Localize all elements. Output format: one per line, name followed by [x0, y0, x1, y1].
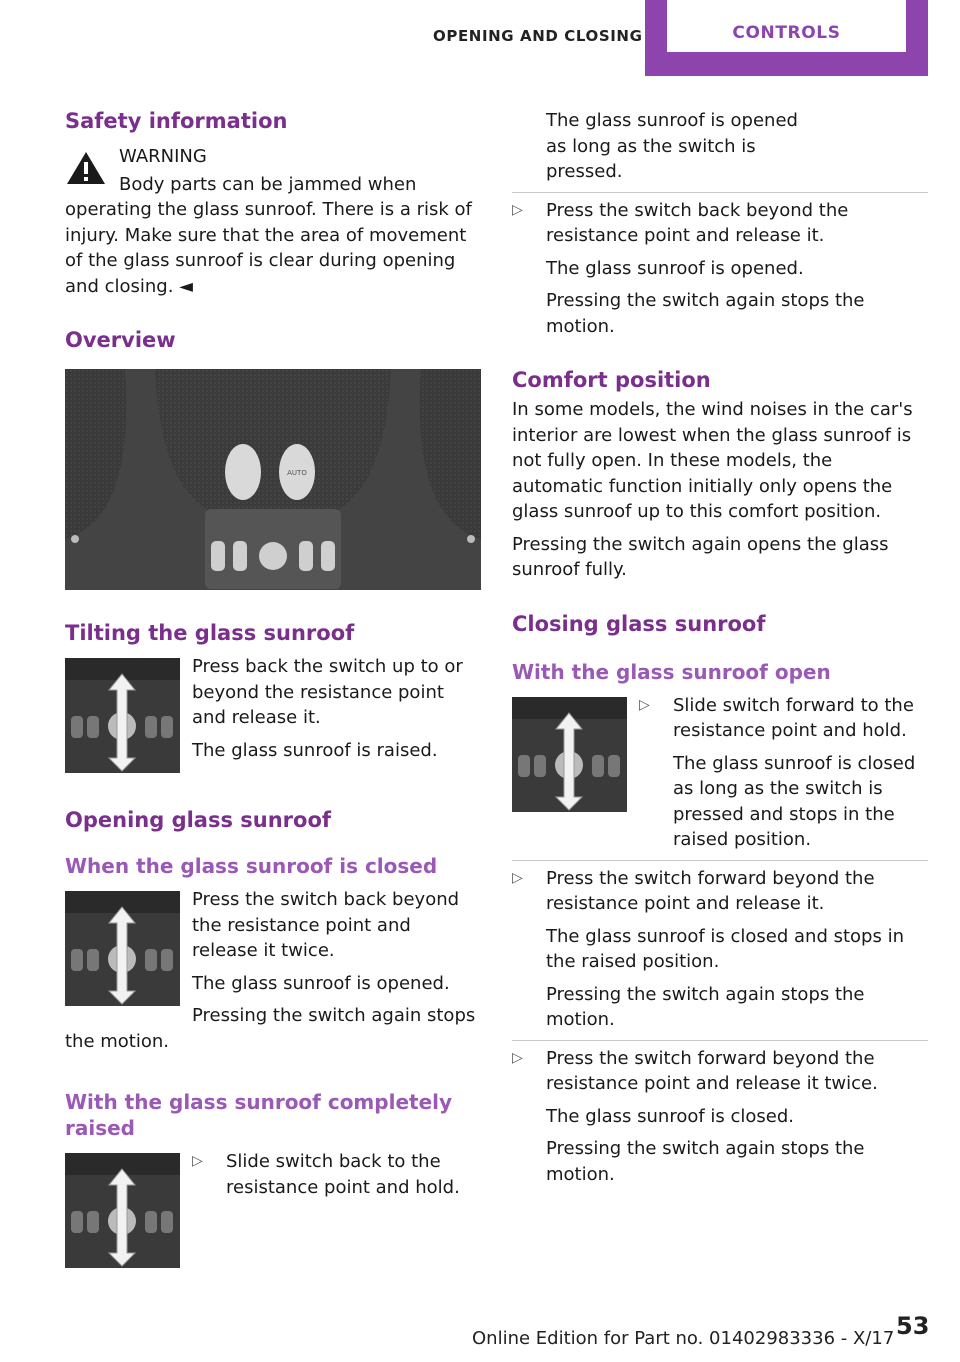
bullet-arrow-icon: ▷ — [512, 869, 523, 886]
open-subheading: With the glass sunroof open — [512, 659, 831, 684]
closed-p3: Pressing the switch again stops the motion. — [65, 1005, 476, 1052]
overview-photo — [65, 369, 481, 590]
end-mark: ◄ — [179, 275, 194, 297]
list-item — [192, 1149, 481, 1200]
switch-illustration-open — [65, 891, 180, 1006]
list-item — [512, 1046, 928, 1097]
b3-text: Press the switch forward beyond the resistance point and release it twice. — [546, 1047, 878, 1094]
tilt-p1: Press back the switch up to or beyond the resistance point and release it. — [192, 656, 463, 728]
comfort-p1: In some models, the wind noises in the car's interior are lowest when the glass sunroof is not fully open. In these models, the automatic function initially only opens the glass sunroof up to this comfort position. — [512, 399, 913, 522]
overview-button-label: AUTO — [287, 469, 307, 477]
bullet2-text: Press the switch back beyond the resistance point and release it. — [546, 199, 849, 246]
b2-p2: Pressing the switch again stops the motion. — [546, 983, 865, 1030]
switch-illustration-raised — [65, 1153, 180, 1268]
closing-section — [512, 693, 928, 860]
raised-section — [65, 1149, 481, 1200]
warning-body: Body parts can be jammed when operating the glass sunroof. There is a risk of injury. Make sure that the area of movement of the glass sunroof is clear during opening and closing. — [65, 173, 472, 297]
comfort-heading: Comfort position — [512, 368, 711, 392]
b3-p1: The glass sunroof is closed. — [546, 1105, 795, 1127]
b2-text: Press the switch forward beyond the resistance point and release it. — [546, 867, 875, 914]
left-column — [65, 108, 481, 1274]
bullet-arrow-icon: ▷ — [639, 696, 650, 713]
warning-icon — [65, 150, 107, 186]
closed-subheading: When the glass sunroof is closed — [65, 854, 438, 878]
overview-heading: Overview — [65, 328, 176, 352]
opening-heading: Opening glass sunroof — [65, 808, 332, 832]
divider — [512, 860, 928, 861]
tilt-section — [65, 654, 481, 779]
closed-p1: Press the switch back beyond the resistance point and release it twice. — [192, 889, 460, 961]
closed-p2: The glass sunroof is opened. — [192, 972, 450, 994]
closed-section — [65, 887, 481, 1061]
switch-illustration-tilt — [65, 658, 180, 773]
raised-bullet-text: Slide switch back to the resistance point and hold. — [226, 1151, 460, 1198]
header-tab — [645, 0, 928, 76]
comfort-p2: Pressing the switch again opens the glass sunroof fully. — [512, 533, 889, 580]
bullet-arrow-icon: ▷ — [512, 201, 523, 218]
warning-text — [65, 172, 481, 300]
page-number: 53 — [896, 1312, 930, 1340]
header-tab-label: CONTROLS — [667, 0, 906, 52]
raised-subheading: With the glass sunroof completely raised — [65, 1090, 453, 1140]
b2-p1: The glass sunroof is closed and stops in the raised position. — [546, 925, 904, 972]
tilt-heading: Tilting the glass sunroof — [65, 621, 355, 645]
bullet-arrow-icon: ▷ — [512, 1049, 523, 1066]
b1-text: Slide switch forward to the resistance point and hold. — [673, 694, 914, 741]
switch-illustration-close — [512, 697, 627, 812]
bullet2-p2: Pressing the switch again stops the motion. — [546, 290, 865, 337]
list-item — [639, 693, 928, 744]
tilt-p2: The glass sunroof is raised. — [192, 739, 438, 761]
cont-p1: The glass sunroof is opened as long as the switch is pressed. — [546, 110, 798, 182]
b3-p2: Pressing the switch again stops the motion. — [546, 1138, 865, 1185]
divider — [512, 192, 928, 193]
list-item — [512, 198, 928, 249]
warning-label: WARNING — [119, 146, 207, 167]
right-column — [512, 108, 928, 1194]
safety-heading: Safety information — [65, 109, 288, 133]
bullet-arrow-icon: ▷ — [192, 1153, 203, 1169]
header-section-title: OPENING AND CLOSING — [433, 27, 643, 45]
list-item — [512, 866, 928, 917]
b1-p: The glass sunroof is closed as long as the switch is pressed and stops in the raised position. — [673, 752, 916, 850]
closing-heading: Closing glass sunroof — [512, 611, 766, 636]
footer-edition: Online Edition for Part no. 01402983336 - X/17 — [472, 1328, 895, 1349]
divider — [512, 1040, 928, 1041]
bullet2-p1: The glass sunroof is opened. — [546, 257, 804, 279]
